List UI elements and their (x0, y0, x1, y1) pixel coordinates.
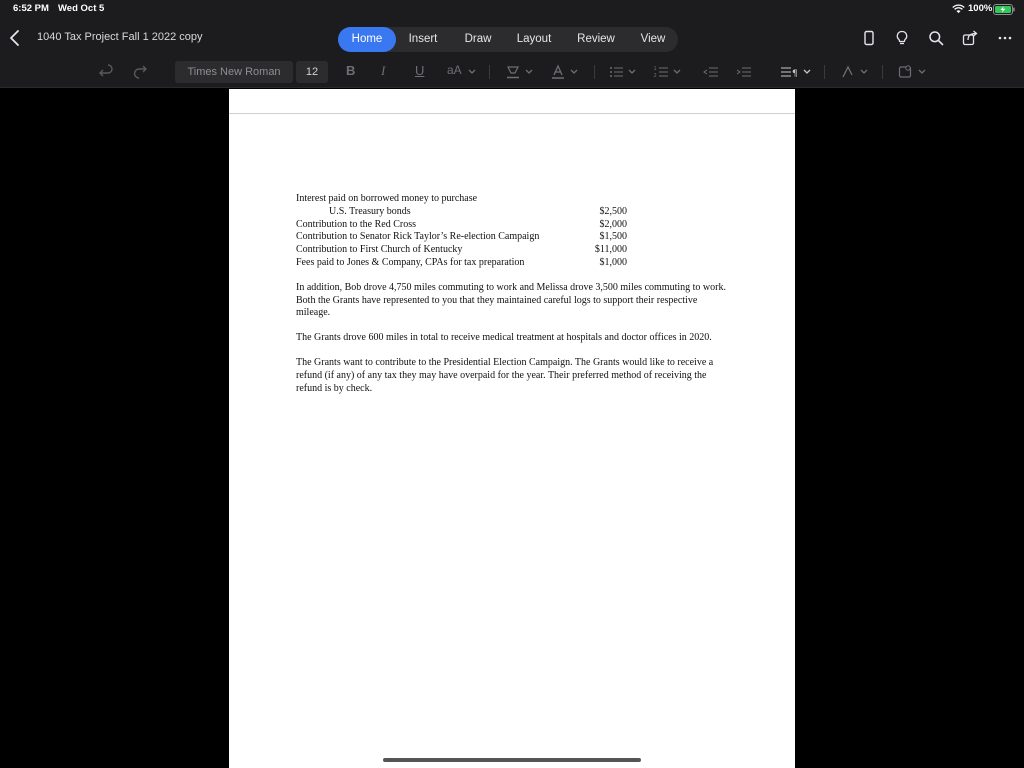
status-date: Wed Oct 5 (58, 3, 105, 14)
ribbon-divider (594, 65, 595, 79)
font-size-select[interactable]: 12 (296, 61, 328, 83)
underline-button[interactable]: U (415, 63, 425, 78)
expense-amount: $1,500 (599, 231, 627, 243)
ribbon-divider (824, 65, 825, 79)
expense-label: U.S. Treasury bonds (329, 205, 411, 217)
title-bar (0, 20, 1024, 56)
tab-review[interactable]: Review (577, 33, 615, 45)
redo-icon[interactable] (132, 64, 148, 80)
expense-amount: $2,000 (599, 218, 627, 230)
expense-amount: $2,500 (599, 205, 627, 217)
home-indicator[interactable] (383, 758, 641, 762)
ribbon-tabs (338, 27, 678, 52)
share-icon[interactable] (962, 30, 978, 46)
document-title[interactable]: 1040 Tax Project Fall 1 2022 copy (37, 31, 203, 43)
expense-label: Contribution to First Church of Kentucky (296, 244, 463, 256)
battery-percentage: 100% (968, 3, 993, 14)
ribbon-toolbar (0, 56, 1024, 88)
expense-list (296, 193, 736, 270)
increase-indent-icon[interactable] (736, 64, 752, 80)
status-bar (0, 0, 1024, 20)
chevron-down-icon[interactable] (467, 64, 477, 80)
device-icon[interactable] (861, 30, 877, 46)
wifi-icon (952, 4, 965, 14)
paragraph-format-icon[interactable] (780, 64, 814, 80)
expense-row (296, 206, 736, 219)
expense-label: Fees paid to Jones & Company, CPAs for tax preparation (296, 256, 525, 268)
more-icon[interactable] (997, 30, 1013, 46)
tab-view[interactable]: View (640, 33, 666, 45)
expense-amount: $1,000 (599, 256, 627, 268)
expense-row (296, 257, 736, 270)
mileage-paragraph: In addition, Bob drove 4,750 miles commuting to work and Melissa drove 3,500 miles commuting to work. Both the Grants have represented to you that they maintained careful logs to support their respective mileage. (296, 281, 726, 319)
expense-row (296, 193, 736, 206)
expense-label: Interest paid on borrowed money to purchase (296, 193, 478, 204)
document-page[interactable] (229, 89, 795, 768)
document-body[interactable] (296, 193, 736, 395)
lightbulb-icon[interactable] (894, 30, 910, 46)
battery-charging-icon (993, 4, 1015, 15)
expense-label: Contribution to Senator Rick Taylor’s Re-election Campaign (296, 231, 540, 243)
tab-home[interactable]: Home (338, 27, 396, 52)
font-color-icon[interactable] (550, 64, 580, 80)
tab-draw[interactable]: Draw (464, 33, 492, 45)
refund-paragraph: The Grants want to contribute to the Presidential Election Campaign. The Grants would like to receive a refund (if any) of any tax they may have overpaid for the year. Their preferred method of receiving the refund is by check. (296, 356, 714, 394)
ribbon-divider (489, 65, 490, 79)
ribbon-divider (882, 65, 883, 79)
svg-text:1: 1 (653, 66, 657, 72)
font-family-select[interactable]: Times New Roman (175, 61, 293, 83)
undo-icon[interactable] (98, 64, 114, 80)
format-options-icon[interactable] (898, 64, 928, 80)
expense-row (296, 231, 736, 244)
tab-layout[interactable]: Layout (516, 33, 552, 45)
bullet-list-icon[interactable] (608, 64, 638, 80)
styles-icon[interactable] (840, 64, 870, 80)
bold-button[interactable]: B (346, 63, 356, 78)
medical-mileage-paragraph: The Grants drove 600 miles in total to receive medical treatment at hospitals and doctor offices in 2020. (296, 332, 712, 344)
highlighter-icon[interactable] (505, 64, 535, 80)
expense-row (296, 219, 736, 232)
search-icon[interactable] (928, 30, 944, 46)
tab-insert[interactable]: Insert (408, 33, 438, 45)
numbered-list-icon[interactable] (653, 64, 683, 80)
expense-amount: $11,000 (594, 244, 627, 256)
header-divider (229, 113, 795, 114)
expense-row (296, 244, 736, 257)
decrease-indent-icon[interactable] (703, 64, 719, 80)
back-chevron-icon[interactable] (8, 29, 22, 47)
italic-button[interactable]: I (381, 63, 386, 78)
status-time: 6:52 PM (13, 3, 49, 14)
svg-text:2: 2 (653, 73, 657, 79)
text-size-button[interactable]: aA (447, 63, 462, 77)
svg-text:¶: ¶ (792, 69, 798, 79)
expense-label: Contribution to the Red Cross (296, 218, 416, 230)
